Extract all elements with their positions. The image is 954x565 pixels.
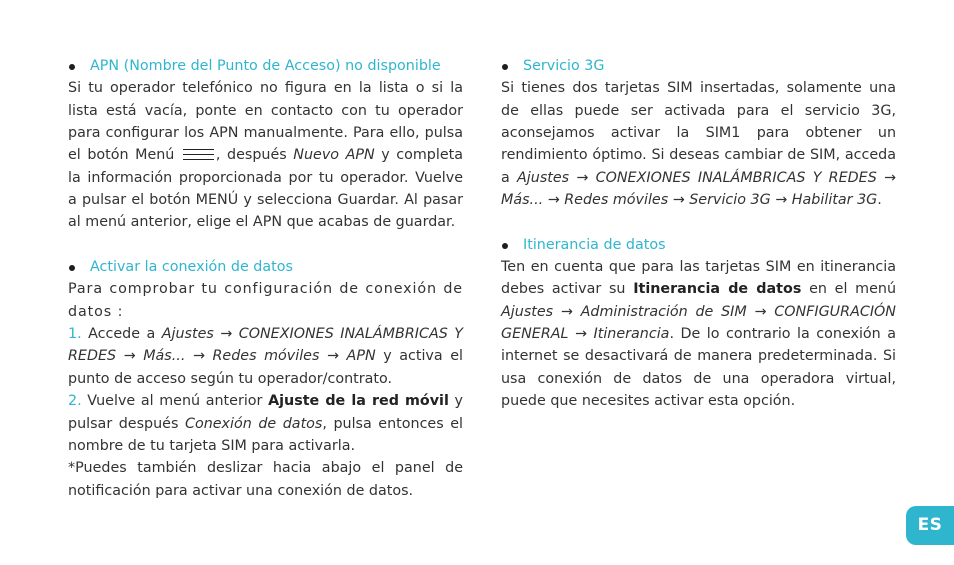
left-column <box>68 55 463 524</box>
step-2-mid: y pulsar después <box>68 393 463 432</box>
roaming-bold: Itinerancia de datos <box>633 281 802 298</box>
apn-text-3: y completa la información proporcionada por tu operador. Vuelve a pulsar el botón MENÚ y selecciona Guardar. Al pasar al menú anterior, elige el APN que acabas de guardar. <box>68 147 464 231</box>
roaming-path: Ajustes → Administración de SIM → CONFIGURACIÓN GENERAL → Itinerancia <box>501 303 896 343</box>
step-1 <box>68 323 463 390</box>
step-2 <box>68 390 463 457</box>
apn-text-1: Si tu operador telefónico no figura en la lista o si la lista está vacía, ponte en contacto con tu operador para configurar los APN manualmente. Para ello, pulsa el botón Menú <box>68 80 463 164</box>
roaming-text-2: en el menú <box>801 281 897 298</box>
step-1-number: 1. <box>68 326 82 343</box>
language-tab-es: ES <box>906 506 954 545</box>
right-column <box>501 55 896 435</box>
apn-text-2: , después <box>215 147 294 164</box>
apn-heading: APN (Nombre del Punto de Acceso) no disponible <box>68 55 463 77</box>
roaming-text-1: Ten en cuenta que para las tarjetas SIM en itinerancia debes activar su <box>501 259 896 298</box>
data-connection-note: *Puedes también deslizar hacia abajo el panel de notificación para activar una conexión de datos. <box>68 460 463 499</box>
step-2-italic: Conexión de datos <box>184 415 323 432</box>
service-3g-text-2: . <box>877 192 882 209</box>
step-1-path: Ajustes → CONEXIONES INALÁMBRICAS Y REDES → Más... → Redes móviles → APN <box>68 326 464 365</box>
step-2-number: 2. <box>68 393 82 410</box>
service-3g-heading: Servicio 3G <box>501 55 896 77</box>
roaming-heading: Itinerancia de datos <box>501 234 896 256</box>
roaming-section <box>501 234 896 413</box>
step-2-post: , pulsa entonces el nombre de tu tarjeta SIM para activarla. <box>68 415 463 454</box>
service-3g-text-1: Si tienes dos tarjetas SIM insertadas, solamente una de ellas puede ser activada para el servicio 3G, aconsejamos activar la SIM1 para obtener un rendimiento óptimo. Si deseas cambiar de SIM, acceda a <box>501 80 896 186</box>
data-connection-heading: Activar la conexión de datos <box>68 256 463 278</box>
step-1-post: y activa el punto de acceso según tu operador/contrato. <box>68 348 463 387</box>
step-2-pre: Vuelve al menú anterior <box>81 393 269 410</box>
apn-paragraph <box>68 77 463 233</box>
roaming-text-3: . De lo contrario la conexión a internet se desactivará de manera predeterminada. Si usa conexión de datos de una operadora virtual, puede que necesites activar esta opción. <box>501 326 896 410</box>
step-2-bold: Ajuste de la red móvil <box>268 393 449 410</box>
menu-icon <box>183 149 214 160</box>
nuevo-apn: Nuevo APN <box>293 147 375 164</box>
step-1-pre: Accede a <box>81 326 162 343</box>
roaming-paragraph <box>501 256 896 412</box>
service-3g-paragraph <box>501 77 896 211</box>
service-3g-path: Ajustes → CONEXIONES INALÁMBRICAS Y REDES → Más... → Redes móviles → Servicio 3G → Habilitar 3G <box>501 169 896 209</box>
data-connection-section <box>68 256 463 502</box>
service-3g-section <box>501 55 896 211</box>
apn-section <box>68 55 463 234</box>
data-connection-intro: Para comprobar tu configuración de conexión de datos : <box>68 281 463 320</box>
